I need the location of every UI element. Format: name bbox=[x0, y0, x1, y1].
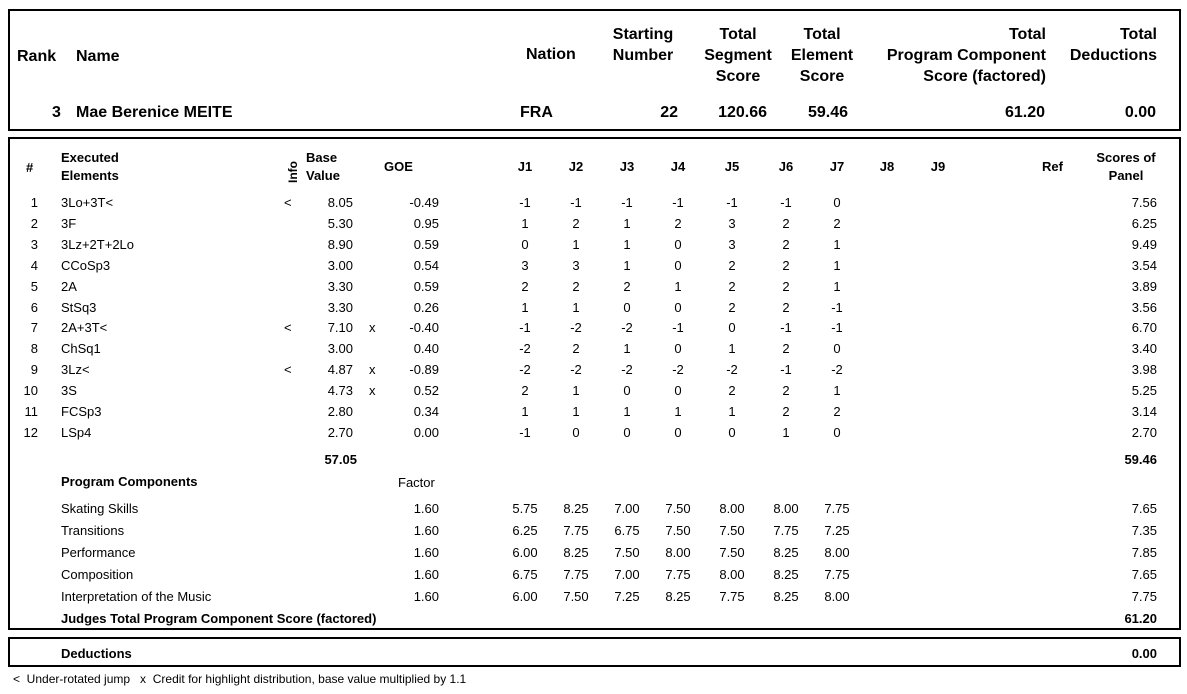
pcs-total-label: Judges Total Program Component Score (factored) bbox=[61, 611, 377, 626]
element-base-value: 4.87 bbox=[327, 362, 353, 378]
judge-score: 0 bbox=[674, 341, 682, 357]
judge-score: 2 bbox=[572, 278, 580, 294]
judge-score: 0 bbox=[674, 424, 682, 440]
judge-component-score: 7.50 bbox=[665, 501, 691, 516]
judge-component-score: 7.75 bbox=[824, 567, 850, 582]
skater-name: Mae Berenice MEITE bbox=[76, 104, 233, 121]
judge-score: 1 bbox=[623, 404, 631, 419]
judge-score: 2 bbox=[623, 278, 631, 294]
element-panel-score: 3.56 bbox=[1131, 299, 1157, 315]
judge-score: 1 bbox=[572, 383, 580, 399]
judge-score: 0 bbox=[623, 383, 631, 399]
judge-header-5: J5 bbox=[724, 159, 740, 174]
judge-header-3: J3 bbox=[619, 159, 635, 174]
judge-component-score: 7.50 bbox=[719, 523, 745, 538]
name-header: Name bbox=[76, 48, 120, 65]
executed-elements-header: Executed Elements bbox=[61, 150, 119, 183]
component-name: Skating Skills bbox=[61, 501, 139, 516]
judge-component-score: 8.00 bbox=[665, 545, 691, 560]
judge-score: 1 bbox=[782, 424, 790, 440]
judge-score: -2 bbox=[570, 362, 582, 378]
judge-component-score: 8.25 bbox=[773, 589, 799, 604]
judge-score: 3 bbox=[521, 257, 529, 273]
judge-score: -1 bbox=[672, 195, 684, 210]
judge-component-score: 7.25 bbox=[824, 523, 850, 538]
judge-score: -2 bbox=[570, 320, 582, 336]
judge-score: -2 bbox=[519, 362, 531, 378]
judge-score: 1 bbox=[674, 404, 682, 419]
judge-score: 0 bbox=[833, 424, 841, 440]
element-base-value: 2.80 bbox=[327, 404, 353, 419]
judge-component-score: 6.75 bbox=[614, 523, 640, 538]
judge-score: 1 bbox=[572, 404, 580, 419]
skater-segment-score: 120.66 bbox=[718, 104, 767, 121]
judge-score: 1 bbox=[521, 299, 529, 315]
judge-component-score: 8.00 bbox=[719, 501, 745, 516]
judge-score: 2 bbox=[728, 257, 736, 273]
deductions-label: Deductions bbox=[61, 646, 132, 661]
starting-number-header: Starting Number bbox=[612, 26, 674, 64]
judge-score: -1 bbox=[780, 362, 792, 378]
element-code: ChSq1 bbox=[61, 341, 101, 357]
judge-header-4: J4 bbox=[670, 159, 686, 174]
judge-score: 2 bbox=[728, 278, 736, 294]
judge-score: 0 bbox=[623, 424, 631, 440]
judge-score: 2 bbox=[782, 215, 790, 231]
judge-header-8: J8 bbox=[879, 159, 895, 174]
judge-score: 3 bbox=[572, 257, 580, 273]
judge-score: 1 bbox=[674, 278, 682, 294]
element-info: < bbox=[284, 362, 292, 378]
judge-header-7: J7 bbox=[829, 159, 845, 174]
judge-score: 2 bbox=[521, 278, 529, 294]
element-code: 2A bbox=[61, 278, 77, 294]
judge-score: 1 bbox=[521, 215, 529, 231]
judge-score: 2 bbox=[572, 215, 580, 231]
element-panel-score: 3.14 bbox=[1131, 404, 1157, 419]
judge-score: 3 bbox=[728, 215, 736, 231]
judge-score: 1 bbox=[623, 257, 631, 273]
judge-score: -2 bbox=[831, 362, 843, 378]
judge-score: -1 bbox=[831, 299, 843, 315]
element-number: 3 bbox=[30, 236, 38, 252]
element-score-header: Total Element Score bbox=[790, 26, 854, 85]
judge-score: -2 bbox=[621, 362, 633, 378]
factor-header: Factor bbox=[398, 475, 435, 490]
element-number: 6 bbox=[30, 299, 38, 315]
judge-score: 1 bbox=[623, 341, 631, 357]
element-goe: -0.49 bbox=[409, 195, 439, 210]
segment-score-header: Total Segment Score bbox=[704, 26, 772, 85]
judge-component-score: 7.25 bbox=[614, 589, 640, 604]
skater-element-score: 59.46 bbox=[807, 104, 848, 121]
element-info: < bbox=[284, 320, 292, 336]
element-goe: 0.34 bbox=[413, 404, 439, 419]
element-bonus-marker: x bbox=[369, 383, 376, 399]
element-code: CCoSp3 bbox=[61, 257, 111, 273]
panel-scores-header: Scores of Panel bbox=[1096, 150, 1156, 183]
judge-score: 2 bbox=[782, 299, 790, 315]
element-goe: 0.26 bbox=[413, 299, 439, 315]
judge-component-score: 7.75 bbox=[563, 523, 589, 538]
judge-component-score: 7.50 bbox=[614, 545, 640, 560]
base-value-header: Base Value bbox=[306, 150, 340, 183]
element-number: 9 bbox=[30, 362, 38, 378]
judge-score: 2 bbox=[782, 278, 790, 294]
element-base-value: 3.30 bbox=[327, 278, 353, 294]
judge-component-score: 8.00 bbox=[719, 567, 745, 582]
skater-rank: 3 bbox=[52, 104, 61, 121]
deductions-box bbox=[8, 637, 1181, 667]
component-panel-score: 7.35 bbox=[1131, 523, 1157, 538]
judge-score: -2 bbox=[726, 362, 738, 378]
judge-component-score: 8.25 bbox=[665, 589, 691, 604]
component-factor: 1.60 bbox=[413, 545, 439, 560]
judge-component-score: 5.75 bbox=[512, 501, 538, 516]
element-base-value: 2.70 bbox=[327, 424, 353, 440]
judge-component-score: 6.75 bbox=[512, 567, 538, 582]
judge-score: 1 bbox=[833, 257, 841, 273]
element-code: 3F bbox=[61, 215, 77, 231]
element-panel-score: 3.54 bbox=[1131, 257, 1157, 273]
judge-score: 0 bbox=[521, 236, 529, 252]
rank-header: Rank bbox=[17, 48, 57, 65]
judge-score: 0 bbox=[674, 299, 682, 315]
judge-score: 2 bbox=[572, 341, 580, 357]
element-goe: 0.59 bbox=[413, 236, 439, 252]
ref-header: Ref bbox=[1042, 159, 1063, 174]
judge-score: 1 bbox=[572, 299, 580, 315]
skater-deductions: 0.00 bbox=[1124, 104, 1156, 121]
judge-score: 3 bbox=[728, 236, 736, 252]
nation-header: Nation bbox=[526, 46, 576, 63]
element-number: 10 bbox=[23, 383, 38, 399]
judge-score: 2 bbox=[833, 404, 841, 419]
judge-score: 1 bbox=[728, 404, 736, 419]
component-factor: 1.60 bbox=[413, 567, 439, 582]
judge-score: -2 bbox=[621, 320, 633, 336]
judge-score: 2 bbox=[728, 383, 736, 399]
element-panel-score: 3.40 bbox=[1131, 341, 1157, 357]
legend: < Under-rotated jump x Credit for highlight distribution, base value multiplied by 1.1 bbox=[13, 672, 467, 686]
component-panel-score: 7.85 bbox=[1131, 545, 1157, 560]
element-goe: 0.95 bbox=[413, 215, 439, 231]
element-number: 2 bbox=[30, 215, 38, 231]
judge-header-2: J2 bbox=[568, 159, 584, 174]
judge-score: -1 bbox=[621, 195, 633, 210]
judge-component-score: 8.00 bbox=[824, 545, 850, 560]
element-base-value: 8.90 bbox=[327, 236, 353, 252]
element-panel-score: 3.98 bbox=[1131, 362, 1157, 378]
element-bonus-marker: x bbox=[369, 320, 376, 336]
component-name: Composition bbox=[61, 567, 134, 582]
judge-component-score: 7.75 bbox=[719, 589, 745, 604]
element-base-value: 3.30 bbox=[327, 299, 353, 315]
element-code: LSp4 bbox=[61, 424, 92, 440]
panel-score-total: 59.46 bbox=[1124, 452, 1157, 467]
element-code: 3S bbox=[61, 383, 77, 399]
deductions-value: 0.00 bbox=[1131, 646, 1157, 661]
judge-score: 1 bbox=[521, 404, 529, 419]
element-code: 3Lo+3T< bbox=[61, 195, 114, 210]
component-factor: 1.60 bbox=[413, 501, 439, 516]
base-value-total: 57.05 bbox=[324, 452, 357, 467]
element-number: 8 bbox=[30, 341, 38, 357]
element-number: 12 bbox=[23, 424, 38, 440]
element-goe: 0.52 bbox=[413, 383, 439, 399]
judge-score: 1 bbox=[572, 236, 580, 252]
judge-score: 1 bbox=[833, 278, 841, 294]
component-factor: 1.60 bbox=[413, 589, 439, 604]
judge-component-score: 7.50 bbox=[719, 545, 745, 560]
judge-score: -1 bbox=[672, 320, 684, 336]
judge-score: -1 bbox=[570, 195, 582, 210]
element-base-value: 5.30 bbox=[327, 215, 353, 231]
judge-score: -1 bbox=[780, 320, 792, 336]
element-bonus-marker: x bbox=[369, 362, 376, 378]
judge-score: 0 bbox=[572, 424, 580, 440]
element-number: 1 bbox=[30, 195, 38, 210]
judge-component-score: 7.00 bbox=[614, 567, 640, 582]
judge-score: 1 bbox=[728, 341, 736, 357]
element-base-value: 3.00 bbox=[327, 257, 353, 273]
judge-score: 0 bbox=[833, 195, 841, 210]
element-number: 4 bbox=[30, 257, 38, 273]
element-panel-score: 3.89 bbox=[1131, 278, 1157, 294]
judge-score: 0 bbox=[674, 236, 682, 252]
judge-component-score: 8.25 bbox=[563, 501, 589, 516]
judge-component-score: 7.50 bbox=[563, 589, 589, 604]
judge-component-score: 7.50 bbox=[665, 523, 691, 538]
judge-score: 2 bbox=[782, 383, 790, 399]
element-goe: 0.54 bbox=[413, 257, 439, 273]
judge-header-1: J1 bbox=[517, 159, 533, 174]
element-code: 2A+3T< bbox=[61, 320, 108, 336]
element-number: 5 bbox=[30, 278, 38, 294]
judge-score: 1 bbox=[833, 236, 841, 252]
component-factor: 1.60 bbox=[413, 523, 439, 538]
num-header: # bbox=[26, 160, 34, 175]
judge-score: -1 bbox=[726, 195, 738, 210]
judge-score: 0 bbox=[674, 383, 682, 399]
judge-score: 1 bbox=[623, 215, 631, 231]
judge-score: -2 bbox=[519, 341, 531, 357]
judge-score: 2 bbox=[782, 341, 790, 357]
element-goe: 0.59 bbox=[413, 278, 439, 294]
pcs-header: Total Program Component Score (factored) bbox=[886, 26, 1046, 85]
judge-score: 1 bbox=[623, 236, 631, 252]
judge-component-score: 7.75 bbox=[824, 501, 850, 516]
judge-score: -1 bbox=[831, 320, 843, 336]
judge-component-score: 6.00 bbox=[512, 545, 538, 560]
judge-score: 0 bbox=[623, 299, 631, 315]
judge-component-score: 7.75 bbox=[665, 567, 691, 582]
judge-header-6: J6 bbox=[778, 159, 794, 174]
skater-starting-number: 22 bbox=[660, 104, 678, 121]
skater-pcs-score: 61.20 bbox=[1004, 104, 1045, 121]
judge-score: -2 bbox=[672, 362, 684, 378]
judge-score: -1 bbox=[519, 195, 531, 210]
element-base-value: 8.05 bbox=[327, 195, 353, 210]
element-panel-score: 6.70 bbox=[1131, 320, 1157, 336]
element-panel-score: 7.56 bbox=[1131, 195, 1157, 210]
element-goe: -0.40 bbox=[409, 320, 439, 336]
judge-component-score: 8.25 bbox=[563, 545, 589, 560]
element-goe: 0.00 bbox=[413, 424, 439, 440]
judge-score: 0 bbox=[833, 341, 841, 357]
info-header: Info bbox=[286, 161, 300, 183]
judge-score: -1 bbox=[519, 424, 531, 440]
goe-header: GOE bbox=[384, 159, 413, 174]
judge-header-9: J9 bbox=[930, 159, 946, 174]
element-base-value: 7.10 bbox=[327, 320, 353, 336]
element-panel-score: 2.70 bbox=[1131, 424, 1157, 440]
element-code: 3Lz< bbox=[61, 362, 90, 378]
element-number: 7 bbox=[30, 320, 38, 336]
element-panel-score: 5.25 bbox=[1131, 383, 1157, 399]
judge-score: 0 bbox=[728, 424, 736, 440]
judge-component-score: 8.25 bbox=[773, 545, 799, 560]
element-code: 3Lz+2T+2Lo bbox=[61, 236, 135, 252]
judge-component-score: 6.25 bbox=[512, 523, 538, 538]
component-panel-score: 7.65 bbox=[1131, 567, 1157, 582]
judge-score: 2 bbox=[674, 215, 682, 231]
judge-component-score: 8.00 bbox=[824, 589, 850, 604]
judge-component-score: 7.75 bbox=[563, 567, 589, 582]
element-number: 11 bbox=[24, 404, 38, 419]
element-code: StSq3 bbox=[61, 299, 97, 315]
component-name: Performance bbox=[61, 545, 136, 560]
judge-component-score: 6.00 bbox=[512, 589, 538, 604]
element-panel-score: 6.25 bbox=[1131, 215, 1157, 231]
component-panel-score: 7.75 bbox=[1131, 589, 1157, 604]
judge-score: 2 bbox=[782, 404, 790, 419]
judge-score: 2 bbox=[728, 299, 736, 315]
component-panel-score: 7.65 bbox=[1131, 501, 1157, 516]
judge-score: 1 bbox=[833, 383, 841, 399]
judge-component-score: 8.25 bbox=[773, 567, 799, 582]
element-base-value: 4.73 bbox=[327, 383, 353, 399]
program-components-title: Program Components bbox=[61, 474, 198, 489]
component-name: Interpretation of the Music bbox=[61, 589, 212, 604]
judge-score: 2 bbox=[782, 236, 790, 252]
element-goe: -0.89 bbox=[409, 362, 439, 378]
judge-score: -1 bbox=[519, 320, 531, 336]
element-base-value: 3.00 bbox=[327, 341, 353, 357]
judge-component-score: 7.00 bbox=[614, 501, 640, 516]
element-panel-score: 9.49 bbox=[1131, 236, 1157, 252]
skater-nation: FRA bbox=[520, 104, 553, 121]
element-info: < bbox=[284, 195, 292, 210]
element-code: FCSp3 bbox=[61, 404, 102, 419]
deductions-header: Total Deductions bbox=[1069, 26, 1157, 64]
judge-component-score: 7.75 bbox=[773, 523, 799, 538]
component-name: Transitions bbox=[61, 523, 125, 538]
judge-score: 0 bbox=[674, 257, 682, 273]
element-goe: 0.40 bbox=[413, 341, 439, 357]
judge-score: 0 bbox=[728, 320, 736, 336]
judge-score: 2 bbox=[782, 257, 790, 273]
judge-score: -1 bbox=[780, 195, 792, 210]
judge-score: 2 bbox=[833, 215, 841, 231]
judge-component-score: 8.00 bbox=[773, 501, 799, 516]
pcs-total-value: 61.20 bbox=[1124, 611, 1157, 626]
judge-score: 2 bbox=[521, 383, 529, 399]
